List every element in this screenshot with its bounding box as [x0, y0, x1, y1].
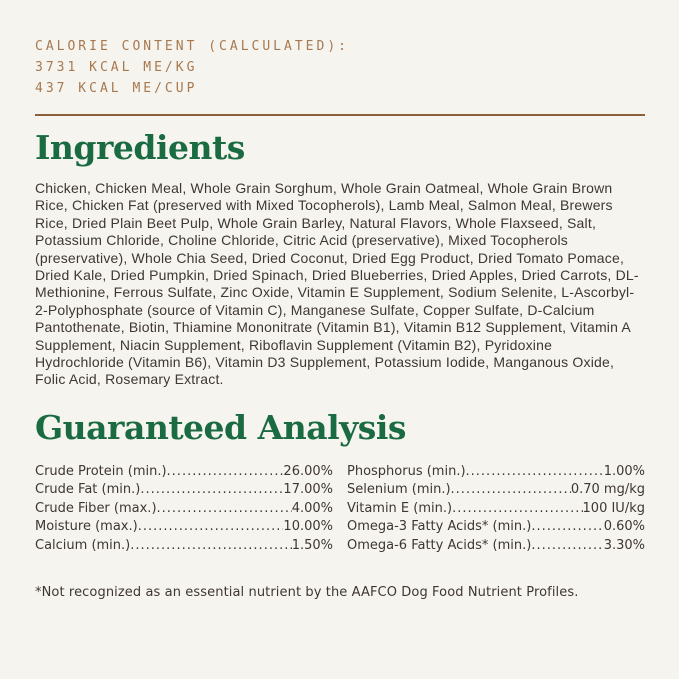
analysis-right-column: [347, 463, 645, 556]
nutrient-value: 26.00%: [283, 463, 333, 479]
dot-leader: [531, 518, 603, 537]
dot-leader: [140, 481, 283, 500]
guaranteed-analysis-heading: Guaranteed Analysis: [35, 407, 406, 447]
nutrient-value: 1.50%: [291, 537, 333, 553]
ingredients-heading: Ingredients: [35, 128, 245, 167]
nutrient-label: Selenium (min.): [347, 482, 451, 498]
analysis-left-column: [35, 463, 333, 556]
nutrient-value: 0.60%: [603, 519, 645, 535]
analysis-row-vitamin-e: [347, 500, 645, 519]
calorie-kcal-per-cup: 437 KCAL ME/CUP: [35, 81, 198, 96]
nutrient-label: Calcium (min.): [35, 537, 131, 553]
calorie-kcal-per-kg: 3731 KCAL ME/KG: [35, 60, 198, 75]
guaranteed-analysis-table: [35, 463, 645, 556]
dot-leader: [130, 537, 291, 556]
nutrient-value: 1.00%: [603, 463, 645, 479]
analysis-row-crude-protein: [35, 463, 333, 482]
dot-leader: [452, 500, 582, 519]
nutrient-value: 4.00%: [291, 500, 333, 516]
nutrient-value: 17.00%: [283, 482, 333, 498]
calorie-content-block: [35, 36, 645, 99]
analysis-row-crude-fat: [35, 481, 333, 500]
nutrient-label: Omega-3 Fatty Acids* (min.): [347, 519, 532, 535]
nutrient-value: 3.30%: [603, 537, 645, 553]
nutrient-label: Crude Protein (min.): [35, 463, 167, 479]
calorie-content-heading: CALORIE CONTENT (CALCULATED):: [35, 39, 349, 54]
analysis-row-omega-6: [347, 537, 645, 556]
nutrient-value: 100 IU/kg: [582, 500, 645, 516]
section-divider-rule: [35, 114, 645, 116]
dot-leader: [531, 537, 603, 556]
analysis-row-selenium: [347, 481, 645, 500]
nutrient-label: Vitamin E (min.): [347, 500, 453, 516]
analysis-row-crude-fiber: [35, 500, 333, 519]
nutrient-label: Omega-6 Fatty Acids* (min.): [347, 537, 532, 553]
dot-leader: [451, 481, 571, 500]
analysis-row-calcium: [35, 537, 333, 556]
dot-leader: [157, 500, 292, 519]
analysis-row-omega-3: [347, 518, 645, 537]
nutrient-label: Crude Fat (min.): [35, 482, 141, 498]
ingredients-paragraph: Chicken, Chicken Meal, Whole Grain Sorghum, Whole Grain Oatmeal, Whole Grain Brown Rice, Chicken Fat (preserved with Mixed Tocopherols), Lamb Meal, Salmon Meal, Brewers Rice, Dried Plain Beet Pulp, Whole Grain Barley, Natural Flavors, Whole Flaxseed, Salt, Potassium Chloride, Choline Chloride, Citric Acid (preservative), Mixed Tocopherols (preservative), Whole Chia Seed, Dried Coconut, Dried Egg Product, Dried Tomato Pomace, Dried Kale, Dried Pumpkin, Dried Spinach, Dried Blueberries, Dried Apples, Dried Carrots, DL-Methionine, Ferrous Sulfate, Zinc Oxide, Vitamin E Supplement, Sodium Selenite, L-Ascorbyl-2-Polyphosphate (source of Vitamin C), Manganese Sulfate, Copper Sulfate, D-Calcium Pantothenate, Biotin, Thiamine Mononitrate (Vitamin B1), Vitamin B12 Supplement, Vitamin A Supplement, Niacin Supplement, Riboflavin Supplement (Vitamin B2), Pyridoxine Hydrochloride (Vitamin B6), Vitamin D3 Supplement, Potassium Iodide, Manganous Oxide, Folic Acid, Rosemary Extract.: [35, 180, 639, 388]
aafco-footnote: *Not recognized as an essential nutrient by the AAFCO Dog Food Nutrient Profiles.: [35, 585, 579, 601]
dot-leader: [138, 518, 284, 537]
dot-leader: [167, 463, 284, 482]
nutrient-label: Crude Fiber (max.): [35, 500, 157, 516]
nutrient-value: 10.00%: [283, 519, 333, 535]
dot-leader: [466, 463, 604, 482]
analysis-row-moisture: [35, 518, 333, 537]
nutrient-label: Phosphorus (min.): [347, 463, 466, 479]
analysis-row-phosphorus: [347, 463, 645, 482]
nutrient-value: 0.70 mg/kg: [570, 482, 645, 498]
nutrient-label: Moisture (max.): [35, 519, 138, 535]
